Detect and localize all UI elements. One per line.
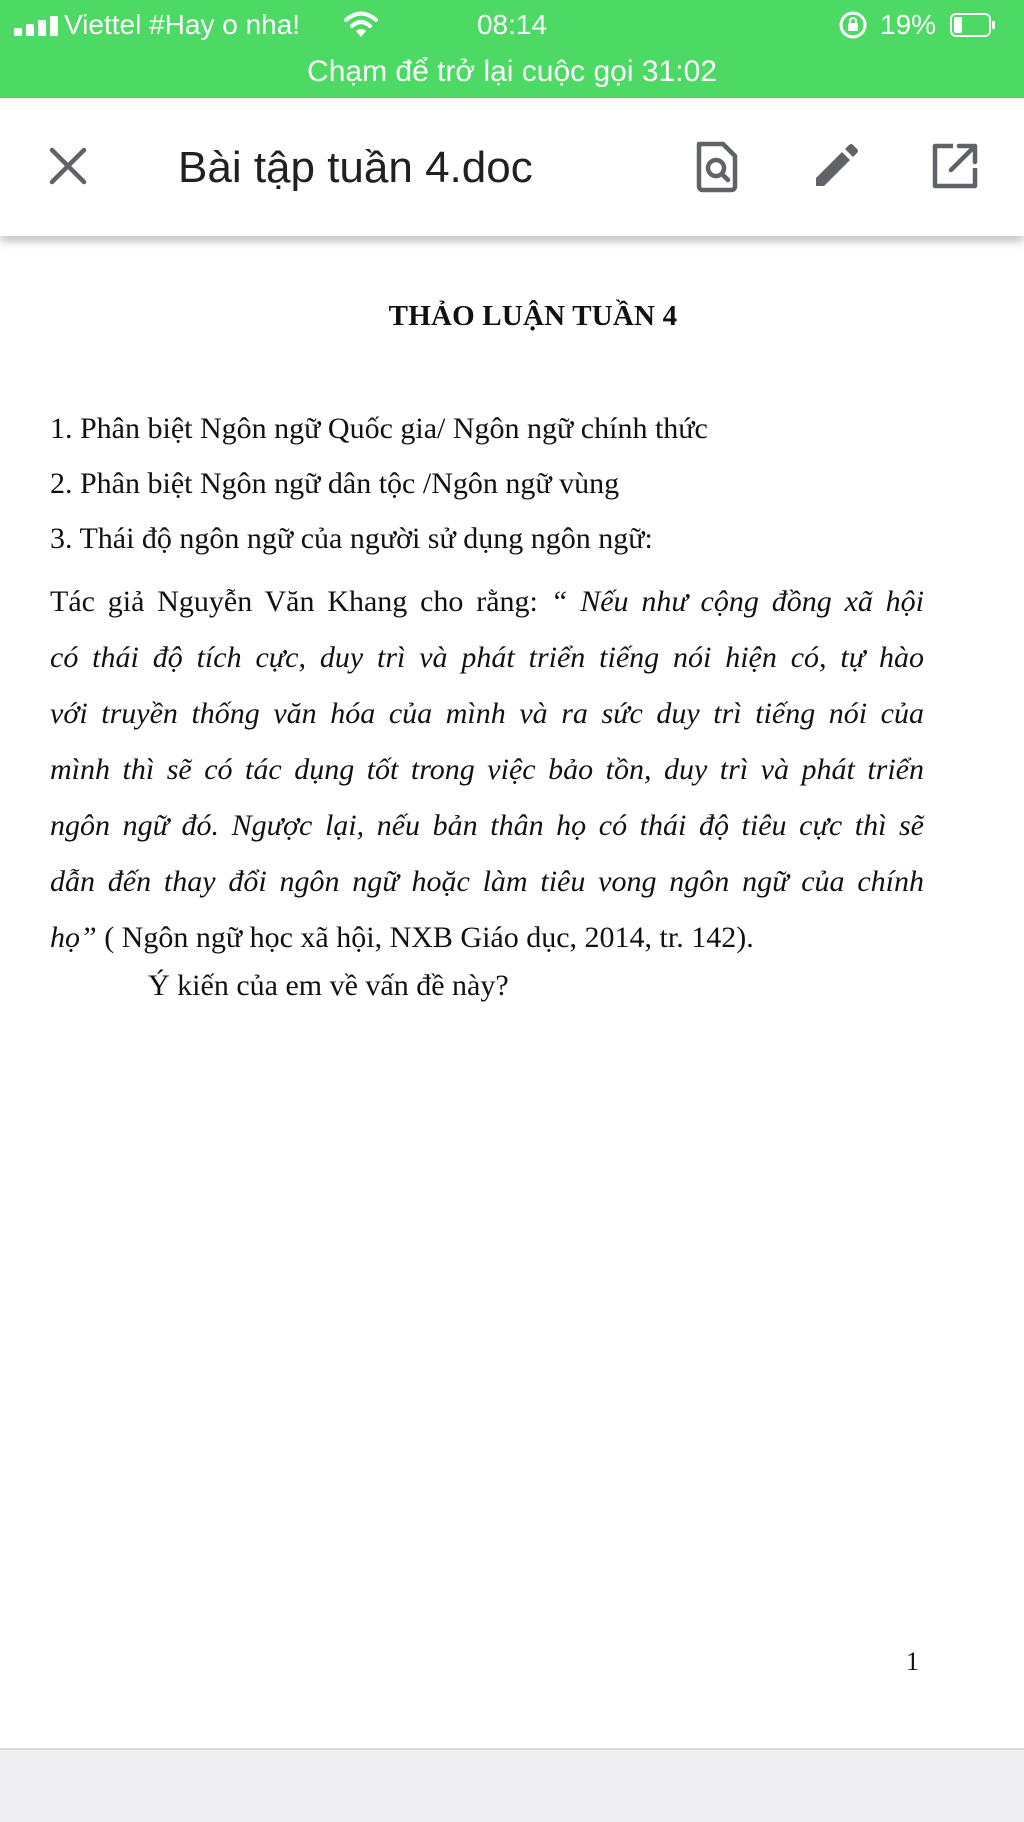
quote-line: ngôn ngữ đó. Ngược lại, nếu bản thân họ có thái độ tiêu cực thì sẽ [50,809,924,842]
question-3: 3. Thái độ ngôn ngữ của người sử dụng ngôn ngữ: [50,522,653,555]
close-button[interactable] [40,138,96,194]
edit-pencil-icon [808,138,864,194]
open-in-new-icon [927,138,983,194]
document-page [0,236,1024,1748]
status-bar [0,0,1024,98]
find-in-document-button[interactable] [689,138,745,194]
open-in-app-button[interactable] [927,138,983,194]
quote-line: mình thì sẽ có tác dụng tốt trong việc bảo tồn, duy trì và phát triển [50,753,924,786]
edit-button[interactable] [808,138,864,194]
opinion-prompt: Ý kiến của em về vấn đề này? [148,969,509,1002]
document-toolbar [0,98,1024,236]
quote-line: họ” [50,921,97,954]
battery-icon [950,13,996,37]
carrier-name: Viettel #Hay o nha! [64,9,301,40]
find-in-page-icon [689,138,745,194]
quote-citation: ( Ngôn ngữ học xã hội, NXB Giáo dục, 2014, tr. 142). [96,921,754,954]
question-2: 2. Phân biệt Ngôn ngữ dân tộc /Ngôn ngữ vùng [50,467,620,500]
quote-line: có thái độ tích cực, duy trì và phát triển tiếng nói hiện có, tự hào [50,641,924,674]
orientation-lock-icon [838,10,868,40]
quote-paragraph [50,574,924,966]
close-icon [40,138,96,194]
page-number: 1 [906,1647,919,1676]
question-1: 1. Phân biệt Ngôn ngữ Quốc gia/ Ngôn ngữ chính thức [50,412,708,445]
quote-line: với truyền thống văn hóa của mình và ra sức duy trì tiếng nói của [50,697,924,730]
battery-percentage: 19% [880,9,937,40]
status-clock: 08:14 [476,9,548,40]
document-title: Bài tập tuần 4.doc [178,143,533,192]
page-separator [0,1748,1024,1822]
document-heading: THẢO LUẬN TUẦN 4 [388,300,678,332]
quote-line: “ Nếu như cộng đồng xã hội [550,585,924,618]
return-to-call-banner[interactable]: Chạm để trở lại cuộc gọi 31:02 [307,55,717,88]
quote-line: dẫn đến thay đổi ngôn ngữ hoặc làm tiêu vong ngôn ngữ của chính [50,865,924,898]
quote-intro: Tác giả Nguyễn Văn Khang cho rằng: [50,585,551,618]
